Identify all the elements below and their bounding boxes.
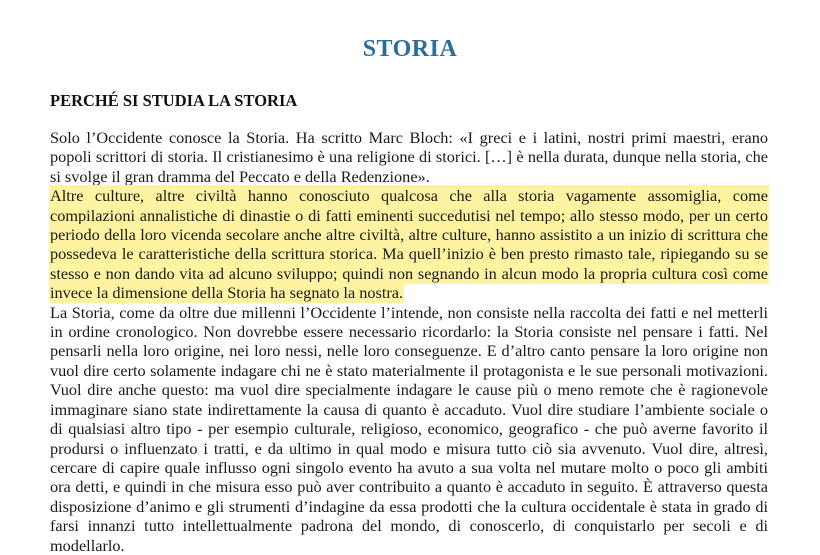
document-title: STORIA xyxy=(362,36,458,62)
paragraph-history-definition: La Storia, come da oltre due millenni l’Occidente l’intende, non consiste nella raccolta dei fatti e nel metterli in ordine cronologico. Non dovrebbe essere necessario ricordarlo: la Storia consiste nel pensare i fatti. Nel pensarli nella loro origine, nei loro nessi, nelle loro conseguenze. E d’altro canto pensare la loro origine non vuol dire certo solamente indagare chi ne è stato materialmente il protagonista e le sue personali motivazioni. Vuol dire anche questo: ma vuol dire specialmente indagare le cause più o meno remote che è ragionevole immaginare siano state indirettamente la causa di quanto è accaduto. Vuol dire studiare l’ambiente sociale o di qualsiasi altro tipo - per esempio culturale, religioso, economico, geografico - che può averne favorito il prodursi o influenzato i tratti, e da ultimo in qual modo e misura tutto ciò sia avvenuto. Vuol dire, altresì, cercare di capire quale influsso ogni singolo evento ha avuto a sua volta nel mutare molto o poco gli ambiti ora detti, e quindi in che misura esso può aver contribuito a quanto è accaduto in seguito. È attraverso questa disposizione d’animo e gli strumenti d’indagine da essa prodotti che la cultura occidentale è stata in grado di farsi innanzi tutto intellettualmente padrona del mondo, di conoscerlo, di conquistarlo per secoli e di modellarlo. xyxy=(50,302,768,555)
paragraph-highlighted-wrapper xyxy=(50,186,768,302)
section-heading: PERCHÉ SI STUDIA LA STORIA xyxy=(50,91,298,110)
paragraph-intro: Solo l’Occidente conosce la Storia. Ha scritto Marc Bloch: «I greci e i latini, nostri primi maestri, erano popoli scrittori di storia. Il cristianesimo è una religione di storici. […] è nella durata, dunque nella storia, che si svolge il gran dramma del Peccato e della Redenzione». xyxy=(50,128,768,186)
highlighted-paragraph: Altre culture, altre civiltà hanno conosciuto qualcosa che alla storia vagamente assomiglia, come compilazioni annalistiche di dinastie o di fatti eminenti succedutisi nel tempo; allo stesso modo, per un certo periodo della loro vicenda secolare anche altre civiltà, altre culture, hanno assistito a un inizio di scrittura che possedeva le caratteristiche della scrittura storica. Ma quell’inizio è ben presto rimasto tale, ripiegando su se stesso e non dando vita ad alcuno sviluppo; quindi non segnando in alcun modo la propria cultura così come invece la dimensione della Storia ha segnato la nostra. xyxy=(50,186,768,303)
body-text xyxy=(50,128,768,555)
